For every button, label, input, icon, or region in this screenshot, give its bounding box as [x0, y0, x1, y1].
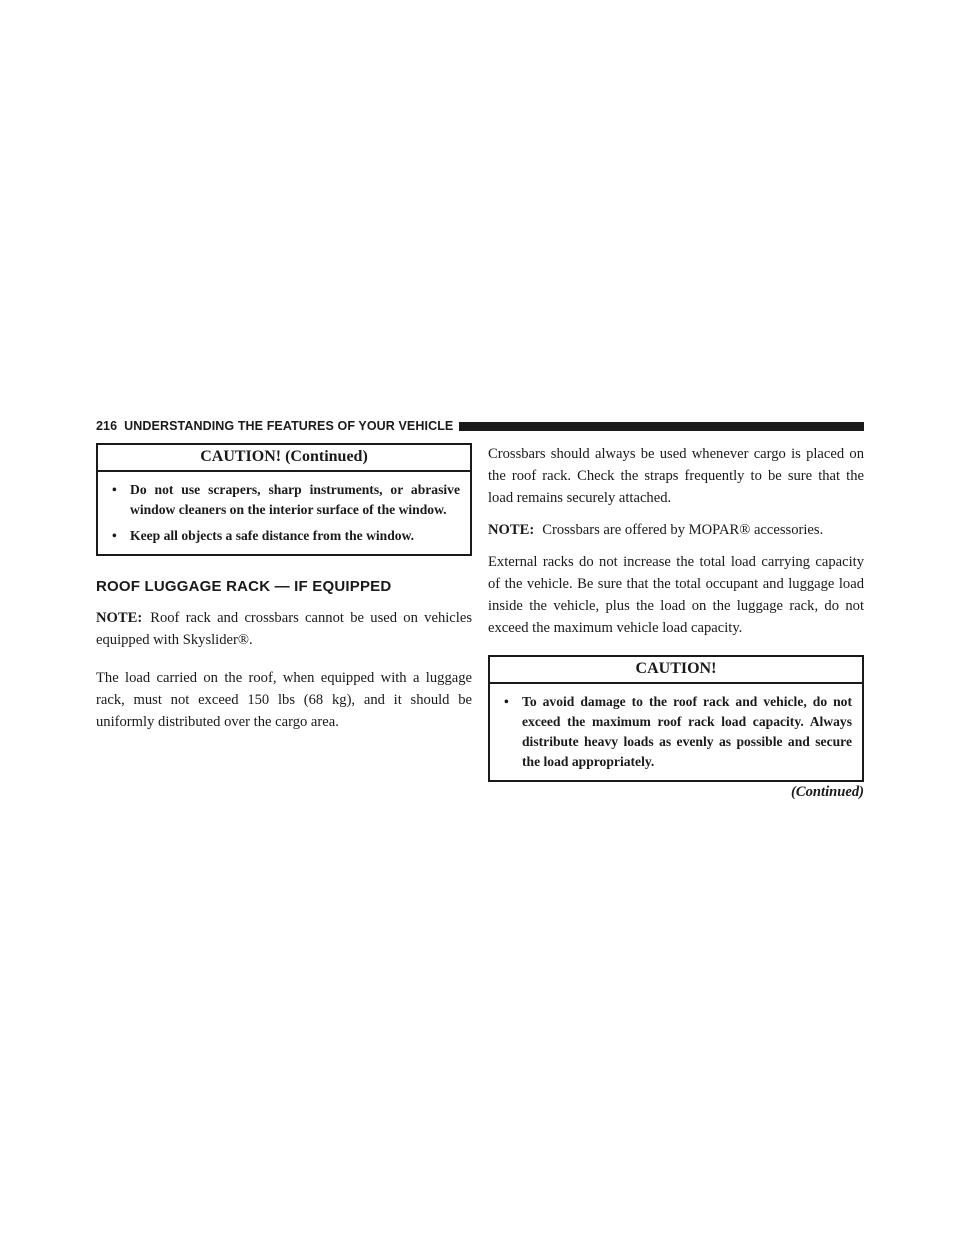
- continued-label: (Continued): [791, 784, 864, 800]
- section-title: UNDERSTANDING THE FEATURES OF YOUR VEHICLE: [124, 419, 454, 433]
- caution-item: • Keep all objects a safe distance from the window.: [110, 526, 460, 546]
- page-header: [96, 418, 864, 434]
- caution-continued-box: [96, 443, 472, 556]
- bullet-icon: •: [112, 482, 117, 497]
- caution-box: [488, 655, 864, 782]
- right-column: [488, 443, 864, 801]
- section-heading: ROOF LUGGAGE RACK — IF EQUIPPED: [96, 578, 392, 595]
- caution-title: CAUTION!: [490, 657, 862, 684]
- note-label: NOTE:: [488, 522, 535, 538]
- note-paragraph: [96, 607, 472, 651]
- header-rule: [459, 422, 864, 431]
- caution-continued-title: CAUTION! (Continued): [98, 445, 470, 472]
- page-number: 216: [96, 419, 118, 433]
- bullet-icon: •: [112, 528, 117, 543]
- caution-list: [490, 684, 862, 780]
- body-paragraph: Crossbars should always be used whenever cargo is placed on the roof rack. Check the straps frequently to be sure that the load remains securely attached.: [488, 446, 864, 506]
- caution-continued-list: [98, 472, 470, 554]
- note-paragraph: [488, 519, 864, 541]
- caution-item: • To avoid damage to the roof rack and vehicle, do not exceed the maximum roof rack load capacity. Always distribute heavy loads as evenly as possible and secure the load appropriately.: [504, 694, 852, 769]
- body-paragraph: The load carried on the roof, when equipped with a luggage rack, must not exceed 150 lbs (68 kg), and it should be uniformly distributed over the cargo area.: [96, 670, 472, 730]
- note-text: Crossbars are offered by MOPAR® accessories.: [542, 522, 824, 538]
- bullet-icon: •: [504, 694, 509, 709]
- caution-item: • Do not use scrapers, sharp instruments, or abrasive window cleaners on the interior surface of the window.: [112, 482, 460, 517]
- left-column: [96, 443, 472, 743]
- note-text: Roof rack and crossbars cannot be used on vehicles equipped with Skyslider®.: [96, 610, 472, 648]
- body-paragraph: External racks do not increase the total load carrying capacity of the vehicle. Be sure that the total occupant and luggage load inside the vehicle, plus the load on the luggage rack, do not exceed the maximum vehicle load capacity.: [488, 554, 864, 636]
- note-label: NOTE:: [96, 610, 143, 626]
